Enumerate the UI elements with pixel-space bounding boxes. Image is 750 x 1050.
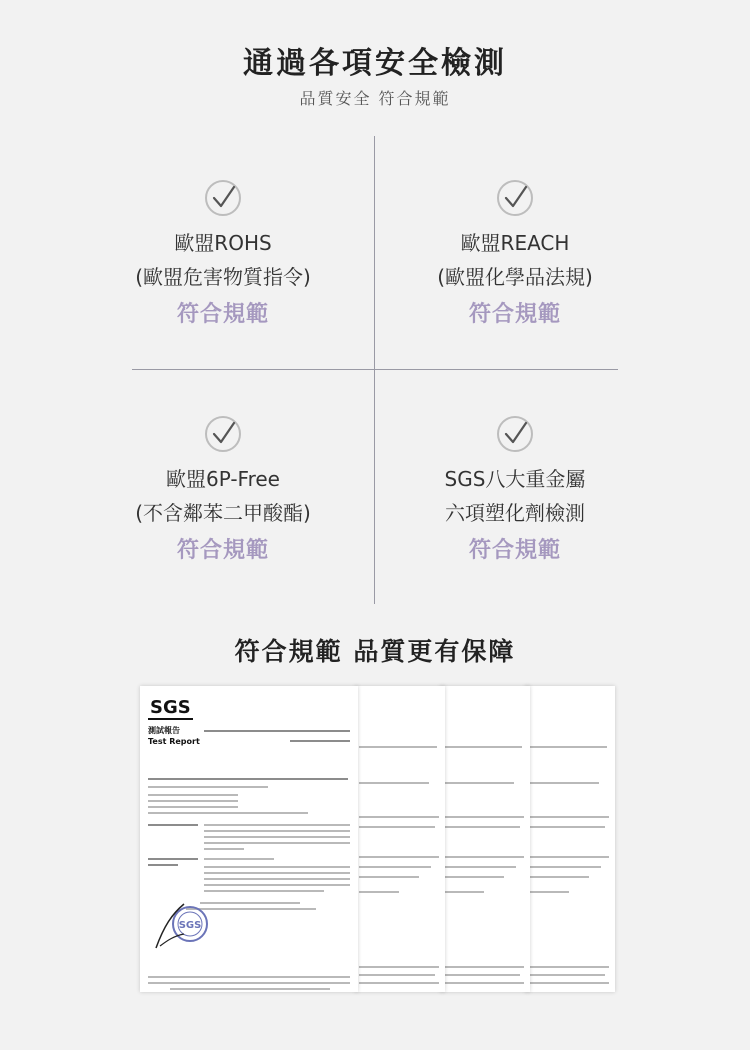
grid-divider-horizontal [132, 369, 618, 370]
cert-description: (歐盟化學品法規) [437, 265, 593, 289]
cert-description: (不含鄰苯二甲酸酯) [135, 501, 311, 525]
svg-text:SGS: SGS [178, 920, 202, 931]
guarantee-heading: 符合規範 品質更有保障 [234, 637, 516, 666]
report-title-en: Test Report [148, 737, 200, 746]
page-subtitle: 品質安全 符合規範 [299, 89, 451, 108]
report-sheet [355, 686, 445, 992]
cert-name: SGS八大重金屬 [444, 467, 586, 491]
cert-status: 符合規範 [468, 302, 561, 327]
sgs-seal [154, 896, 218, 960]
cert-sgs-heavy-metals [365, 414, 665, 568]
report-sheet [440, 686, 530, 992]
cert-6p-free [73, 414, 373, 568]
cert-name: 歐盟ROHS [174, 231, 272, 255]
cert-description: (歐盟危害物質指令) [135, 265, 311, 289]
check-circle-icon [495, 414, 535, 454]
check-circle-icon [203, 414, 243, 454]
cert-description: 六項塑化劑檢測 [445, 501, 585, 525]
cert-rohs [73, 178, 373, 332]
report-sheet [525, 686, 615, 992]
cert-name: 歐盟6P-Free [165, 467, 280, 491]
cert-reach [365, 178, 665, 332]
cert-status: 符合規範 [176, 302, 269, 327]
check-circle-icon [203, 178, 243, 218]
test-report-stack [140, 686, 615, 996]
cert-status: 符合規範 [468, 538, 561, 563]
report-sheet-front [140, 686, 358, 992]
cert-status: 符合規範 [176, 538, 269, 563]
cert-name: 歐盟REACH [460, 231, 570, 255]
sgs-logo: SGS [150, 697, 191, 718]
report-title-zh: 測試報告 [148, 726, 180, 735]
page-title: 通過各項安全檢測 [243, 46, 507, 81]
check-circle-icon [495, 178, 535, 218]
